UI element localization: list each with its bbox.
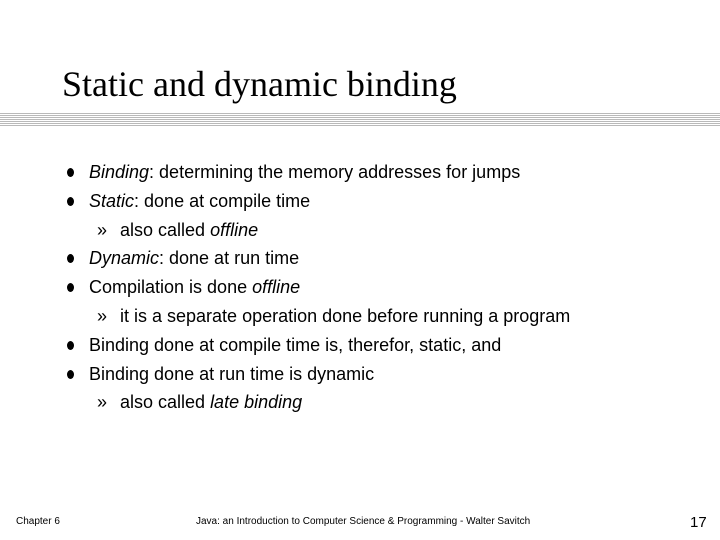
bullet-dot-icon (67, 341, 74, 350)
bullet-text (89, 273, 300, 302)
slide-title: Static and dynamic binding (62, 64, 457, 104)
sub-bullet-marker: » (97, 392, 108, 413)
footer-chapter: Chapter 6 (16, 516, 60, 527)
bullet-item (0, 360, 720, 389)
bullet-item (0, 273, 720, 302)
sub-bullet-item (0, 388, 720, 417)
bullet-item (0, 187, 720, 216)
footer-book-title: Java: an Introduction to Computer Science & Programming - Walter Savitch (196, 516, 531, 527)
bullet-item (0, 331, 720, 360)
emphasized-term: Binding (89, 162, 150, 182)
emphasized-term: offline (252, 277, 301, 298)
bullet-text (89, 187, 310, 216)
bullet-item (0, 244, 720, 273)
bullet-text (89, 331, 501, 360)
bullet-dot-icon (67, 197, 74, 206)
text-run: : done at compile time (134, 190, 311, 211)
text-run: : done at run time (159, 248, 300, 269)
text-run: Binding done at run time is dynamic (89, 363, 375, 384)
text-run: also called (120, 392, 211, 413)
sub-bullet-item (0, 216, 720, 245)
bullet-dot-icon (67, 283, 74, 292)
sub-bullet-marker: » (97, 219, 108, 240)
sub-bullet-item (0, 302, 720, 331)
emphasized-term: Static (89, 190, 135, 211)
emphasized-term: late binding (210, 392, 303, 413)
text-run: Compilation is done (89, 277, 253, 298)
bullet-text (89, 360, 374, 389)
text-run: Binding done at compile time is, therefor, static, and (89, 334, 502, 355)
emphasized-term: offline (210, 219, 259, 240)
bullet-text (89, 158, 520, 187)
emphasized-term: Dynamic (89, 248, 160, 269)
bullet-dot-icon (67, 168, 74, 177)
bullet-item (0, 158, 720, 187)
bullet-dot-icon (67, 254, 74, 263)
title-divider (0, 113, 720, 127)
footer-page-number: 17 (690, 514, 707, 531)
bullet-text (120, 302, 570, 331)
sub-bullet-marker: » (97, 305, 108, 326)
bullet-list (0, 158, 720, 417)
bullet-text (120, 388, 302, 417)
text-run: it is a separate operation done before running a program (120, 305, 571, 326)
text-run: : determining the memory addresses for jumps (149, 162, 521, 182)
bullet-text (89, 244, 299, 273)
bullet-dot-icon (67, 370, 74, 379)
text-run: also called (120, 219, 211, 240)
bullet-text (120, 216, 258, 245)
